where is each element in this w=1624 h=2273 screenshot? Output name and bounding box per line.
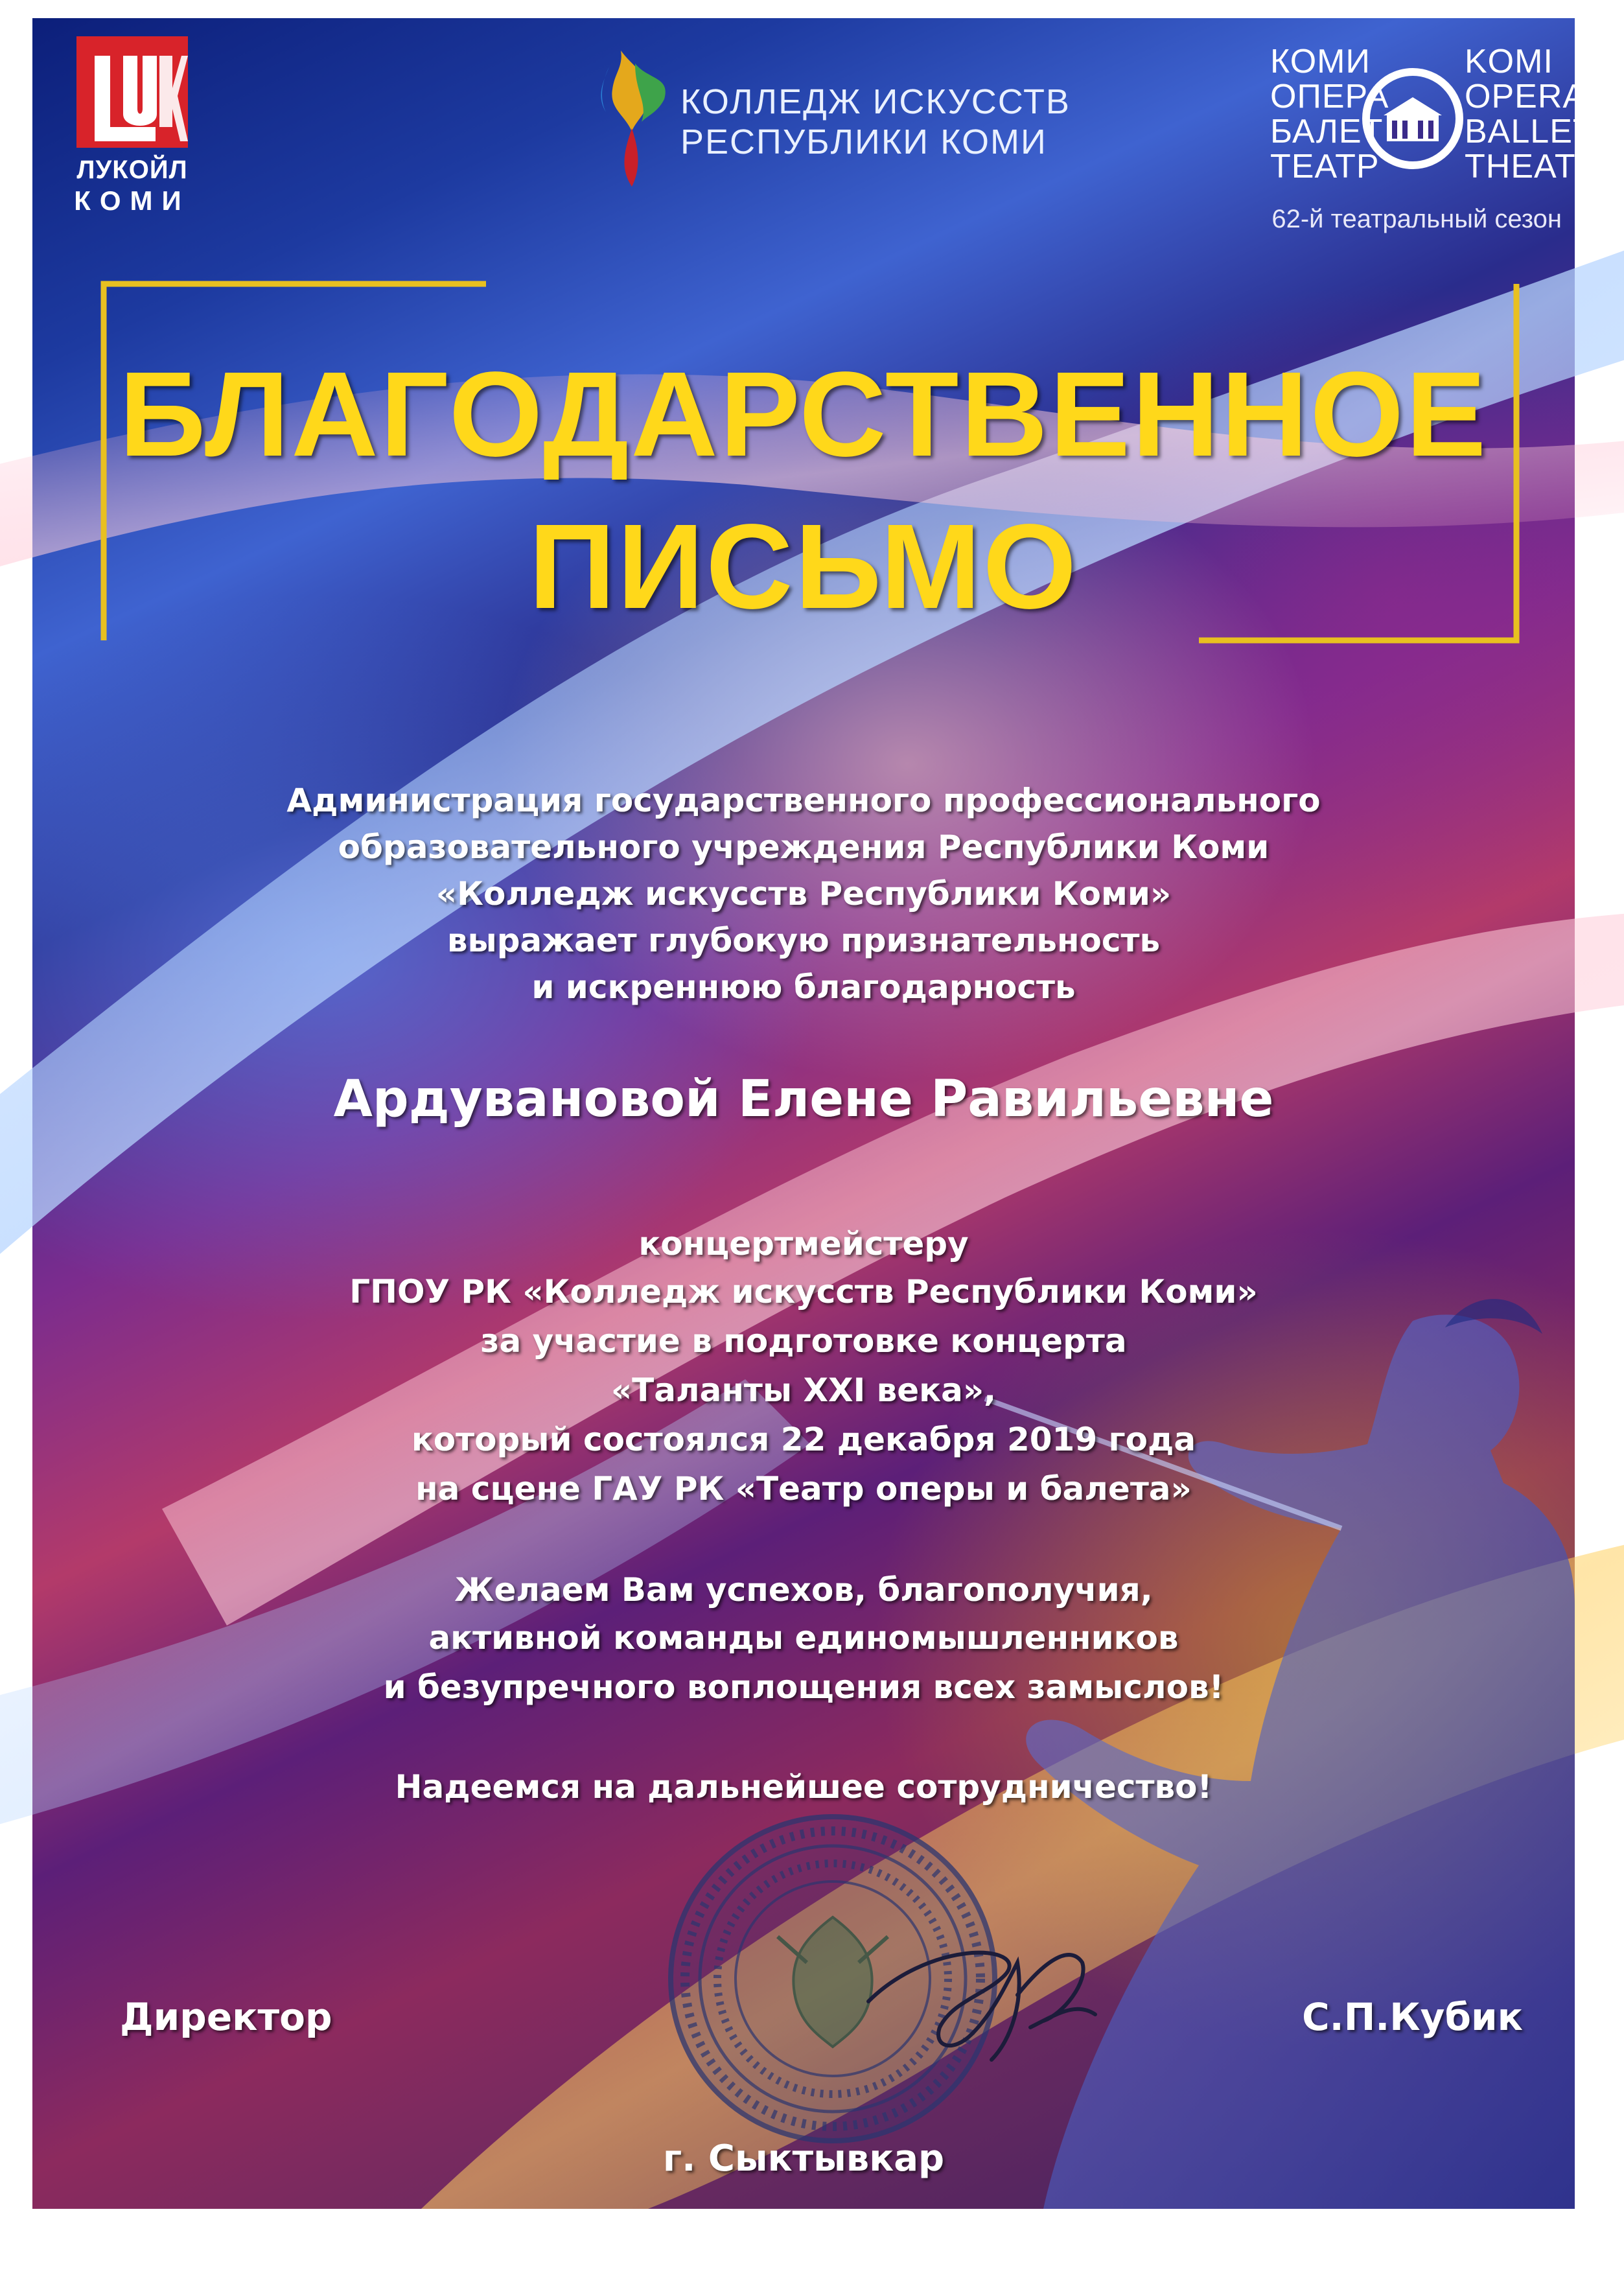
details-line-3: за участие в подготовке концерта [480,1322,1127,1360]
opera-name-en-1: KOMI [1465,43,1553,80]
details-line-6: на сцене ГАУ РК «Театр оперы и балета» [415,1470,1192,1508]
opera-name-en-3: BALLET [1465,113,1594,150]
city-line: г. Сыктывкар [662,2138,945,2180]
opera-name-ru-2: ОПЕРА [1270,78,1389,115]
wishes-line-1: Желаем Вам успехов, благополучия, [454,1571,1153,1609]
college-name-line1: КОЛЛЕДЖ ИСКУССТВ [680,82,1071,121]
lukoil-name: ЛУКОЙЛ [76,156,188,184]
opera-name-ru-4: ТЕАТР [1270,148,1380,185]
opera-name-en-2: OPERA [1465,78,1586,115]
lukoil-region: КОМИ [74,185,191,216]
intro-line-4: выражает глубокую признательность [447,922,1161,959]
wishes-line-3: и безупречного воплощения всех замыслов! [383,1668,1224,1706]
signature-name: С.П.Кубик [1302,1995,1523,2039]
details-line-4: «Таланты XXI века», [610,1371,997,1409]
theatre-season: 62-й театральный сезон [1271,205,1562,233]
opera-name-ru-3: БАЛЕТ [1270,113,1384,150]
details-line-1: концертмейстеру [638,1225,969,1263]
intro-line-1: Администрация государственного профессионального [286,782,1321,819]
recipient-name: Ардувановой Елене Равильевне [333,1070,1274,1128]
wishes-line-2: активной команды единомышленников [428,1619,1179,1657]
intro-line-3: «Колледж искусств Республики Коми» [435,875,1172,913]
title-line-2: ПИСЬМО [528,500,1079,634]
college-name-line2: РЕСПУБЛИКИ КОМИ [680,122,1047,161]
intro-line-2: образовательного учреждения Республики Коми [338,828,1270,866]
intro-line-5: и искреннюю благодарность [531,968,1076,1006]
opera-name-en-4: THEATRE [1465,148,1624,185]
certificate-sheet [32,18,1624,2209]
details-line-2: ГПОУ РК «Колледж искусств Республики Коми» [349,1273,1258,1311]
details-line-5: который состоялся 22 декабря 2019 года [411,1421,1196,1458]
opera-name-ru-1: КОМИ [1270,43,1371,80]
handwritten-signature [32,18,1575,2209]
title-line-1: БЛАГОДАРСТВЕННОЕ [119,347,1489,482]
closing-line: Надеемся на дальнейшее сотрудничество! [395,1768,1212,1806]
signature-role: Директор [120,1995,332,2039]
